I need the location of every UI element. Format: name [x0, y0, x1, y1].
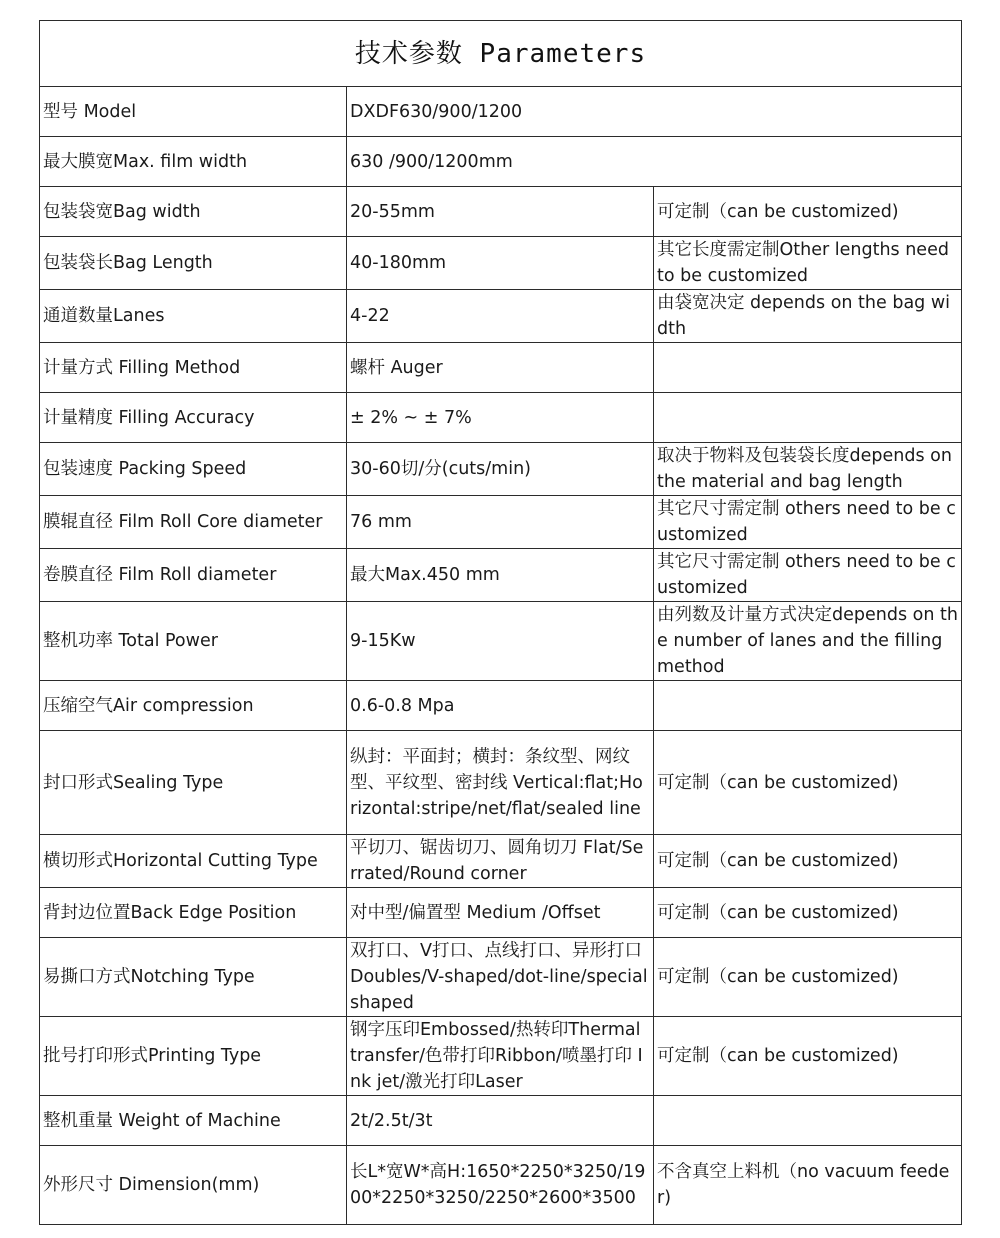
param-note: 可定制（can be customized) — [654, 835, 962, 888]
table-row — [40, 731, 962, 835]
param-value: 2t/2.5t/3t — [347, 1096, 654, 1146]
param-value: 平切刀、锯齿切刀、圆角切刀 Flat/Serrated/Round corner — [347, 835, 654, 888]
param-value: 4-22 — [347, 290, 654, 343]
title-row — [40, 21, 962, 87]
param-label: 计量精度 Filling Accuracy — [40, 393, 347, 443]
param-label: 批号打印形式Printing Type — [40, 1017, 347, 1096]
table-row — [40, 237, 962, 290]
param-label: 包装速度 Packing Speed — [40, 443, 347, 496]
table-row — [40, 187, 962, 237]
param-note: 可定制（can be customized) — [654, 888, 962, 938]
param-value: 40-180mm — [347, 237, 654, 290]
table-row — [40, 1096, 962, 1146]
table-row — [40, 681, 962, 731]
param-note — [654, 343, 962, 393]
param-value: 长L*宽W*高H:1650*2250*3250/1900*2250*3250/2250*2600*3500 — [347, 1146, 654, 1225]
param-label: 包装袋宽Bag width — [40, 187, 347, 237]
param-label: 外形尺寸 Dimension(mm) — [40, 1146, 347, 1225]
param-value: 9-15Kw — [347, 602, 654, 681]
table-row — [40, 137, 962, 187]
param-label: 通道数量Lanes — [40, 290, 347, 343]
param-label: 整机重量 Weight of Machine — [40, 1096, 347, 1146]
param-label: 横切形式Horizontal Cutting Type — [40, 835, 347, 888]
param-value: 对中型/偏置型 Medium /Offset — [347, 888, 654, 938]
table-title: 技术参数 Parameters — [40, 21, 962, 87]
param-value: 30-60切/分(cuts/min) — [347, 443, 654, 496]
param-value: 纵封：平面封；横封：条纹型、网纹型、平纹型、密封线 Vertical:flat;Horizontal:stripe/net/flat/sealed line — [347, 731, 654, 835]
table-row — [40, 443, 962, 496]
param-label: 易撕口方式Notching Type — [40, 938, 347, 1017]
param-note: 由袋宽决定 depends on the bag width — [654, 290, 962, 343]
table-row — [40, 343, 962, 393]
param-note: 由列数及计量方式决定depends on the number of lanes and the filling method — [654, 602, 962, 681]
param-value: 630 /900/1200mm — [347, 137, 962, 187]
table-row — [40, 835, 962, 888]
table-row — [40, 1017, 962, 1096]
param-note — [654, 1096, 962, 1146]
param-value: 76 mm — [347, 496, 654, 549]
param-note: 其它尺寸需定制 others need to be customized — [654, 496, 962, 549]
param-label: 型号 Model — [40, 87, 347, 137]
param-label: 最大膜宽Max. film width — [40, 137, 347, 187]
param-note: 可定制（can be customized) — [654, 187, 962, 237]
table-row — [40, 87, 962, 137]
param-value: 钢字压印Embossed/热转印Thermal transfer/色带打印Ribbon/喷墨打印 Ink jet/激光打印Laser — [347, 1017, 654, 1096]
param-value: ± 2% ~ ± 7% — [347, 393, 654, 443]
param-value: 20-55mm — [347, 187, 654, 237]
param-value: 0.6-0.8 Mpa — [347, 681, 654, 731]
table-row — [40, 290, 962, 343]
param-label: 包装袋长Bag Length — [40, 237, 347, 290]
param-note — [654, 681, 962, 731]
param-value: 最大Max.450 mm — [347, 549, 654, 602]
table-row — [40, 888, 962, 938]
param-note: 可定制（can be customized) — [654, 731, 962, 835]
table-row — [40, 938, 962, 1017]
param-note: 其它长度需定制Other lengths need to be customized — [654, 237, 962, 290]
param-label: 压缩空气Air compression — [40, 681, 347, 731]
table-row — [40, 602, 962, 681]
param-label: 背封边位置Back Edge Position — [40, 888, 347, 938]
param-label: 膜辊直径 Film Roll Core diameter — [40, 496, 347, 549]
parameters-table — [39, 20, 962, 1225]
param-note: 取决于物料及包装袋长度depends on the material and bag length — [654, 443, 962, 496]
table-row — [40, 549, 962, 602]
param-note: 可定制（can be customized) — [654, 1017, 962, 1096]
param-note: 不含真空上料机（no vacuum feeder) — [654, 1146, 962, 1225]
param-note — [654, 393, 962, 443]
table-row — [40, 1146, 962, 1225]
param-value: DXDF630/900/1200 — [347, 87, 962, 137]
param-label: 封口形式Sealing Type — [40, 731, 347, 835]
table-row — [40, 496, 962, 549]
param-value: 双打口、V打口、点线打口、异形打口 Doubles/V-shaped/dot-line/special shaped — [347, 938, 654, 1017]
table-row — [40, 393, 962, 443]
parameters-sheet — [39, 20, 961, 1215]
param-note: 其它尺寸需定制 others need to be customized — [654, 549, 962, 602]
param-note: 可定制（can be customized) — [654, 938, 962, 1017]
param-value: 螺杆 Auger — [347, 343, 654, 393]
param-label: 计量方式 Filling Method — [40, 343, 347, 393]
param-label: 整机功率 Total Power — [40, 602, 347, 681]
param-label: 卷膜直径 Film Roll diameter — [40, 549, 347, 602]
